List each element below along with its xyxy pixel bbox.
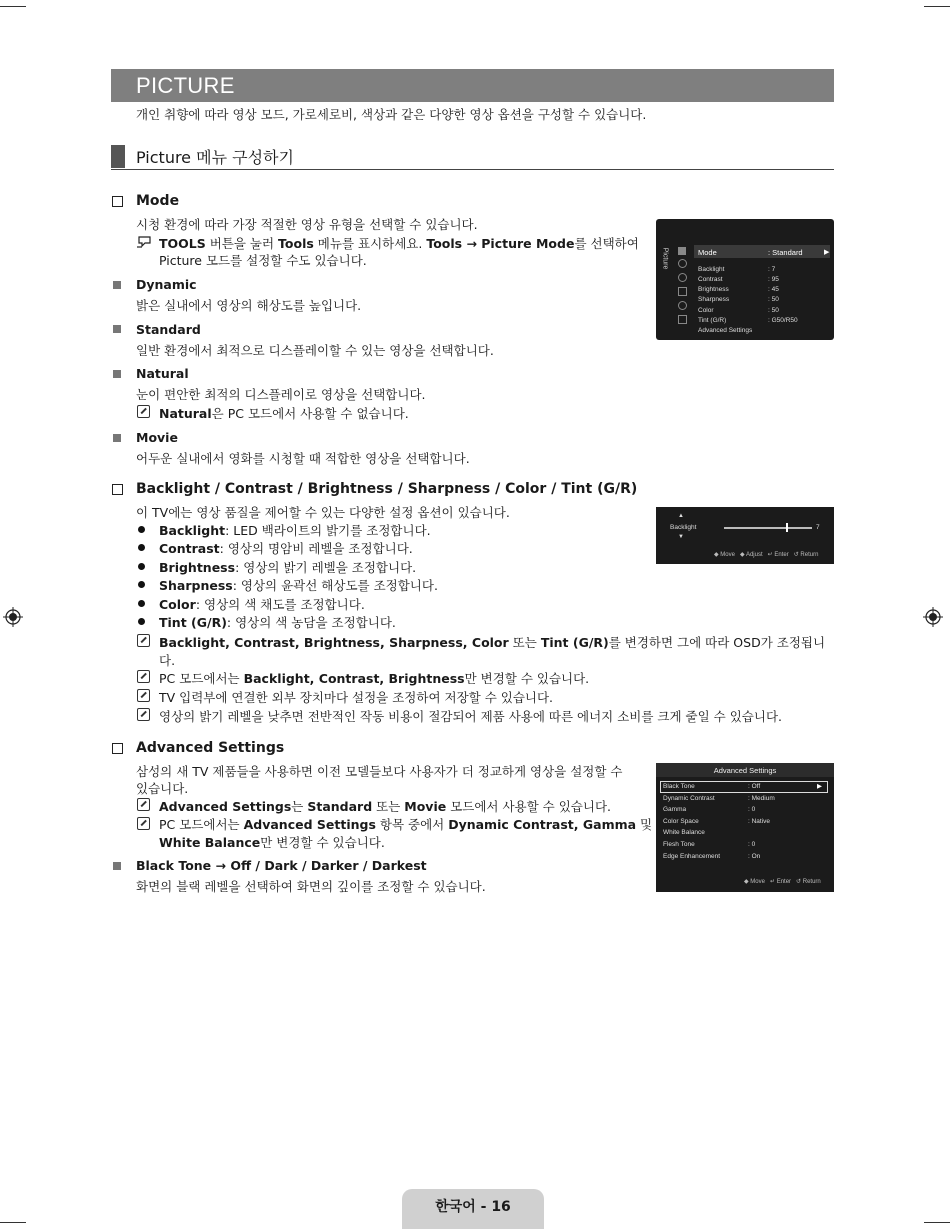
osd-up-arrow-icon: ▲: [678, 513, 684, 519]
checkbox-bullet-icon: [112, 743, 123, 754]
mode-item-desc: 눈이 편안한 최적의 디스플레이로 영상을 선택합니다.: [136, 387, 426, 402]
bullet-item: Color: 영상의 색 채도를 조정합니다.: [159, 597, 365, 612]
bullet-item: Contrast: 영상의 명암비 레벨을 조정합니다.: [159, 541, 413, 556]
backlight-note: 영상의 밝기 레벨을 낮추면 전반적인 작동 비용이 절감되어 제품 사용에 따른 에너지 소비를 크게 줄일 수 있습니다.: [159, 709, 782, 724]
square-bullet-icon: [113, 370, 121, 378]
note-icon: [137, 634, 150, 647]
bullet-dot-icon: [138, 600, 145, 607]
osd-slider-value: 7: [816, 524, 820, 531]
mode-item-name: Standard: [136, 322, 201, 337]
checkbox-bullet-icon: [112, 484, 123, 495]
osd-icon-column: [678, 247, 688, 333]
mode-heading: Mode: [136, 193, 180, 209]
bullet-dot-icon: [138, 526, 145, 533]
mode-item-name: Dynamic: [136, 277, 197, 292]
page-footer-tab: [402, 1189, 544, 1229]
osd-backlight-slider: [656, 507, 834, 564]
bullet-dot-icon: [138, 544, 145, 551]
backlight-desc: 이 TV에는 영상 품질을 제어할 수 있는 다양한 설정 옵션이 있습니다.: [136, 505, 510, 520]
osd-row-label: Color Space: [663, 818, 699, 825]
bullet-item: Sharpness: 영상의 윤곽선 해상도를 조정합니다.: [159, 578, 438, 593]
page-number: 한국어 - 16: [435, 1199, 511, 1215]
osd-help-bar: ◆ Move ◆ Adjust ↵ Enter ↺ Return: [714, 552, 819, 558]
black-tone-heading: Black Tone → Off / Dark / Darker / Darkest: [136, 858, 427, 873]
advanced-desc-cont: 있습니다.: [136, 781, 189, 796]
backlight-heading: Backlight / Contrast / Brightness / Sharpness / Color / Tint (G/R): [136, 481, 638, 497]
osd-picture-menu: [656, 219, 834, 340]
section-heading: [111, 145, 834, 170]
osd-row-label: Sharpness: [698, 296, 730, 303]
enter-icon: ↵: [769, 879, 776, 885]
osd-row-value: : Medium: [748, 795, 775, 802]
osd-row-label: Advanced Settings: [698, 327, 753, 334]
note-icon: [137, 708, 150, 721]
osd-row-value: : 50: [768, 307, 779, 314]
osd-row-value: : 0: [748, 806, 756, 813]
square-bullet-icon: [113, 325, 121, 333]
osd-advanced-menu: [656, 763, 834, 892]
bullet-item: Tint (G/R): 영상의 색 농담을 조정합니다.: [159, 615, 396, 630]
move-icon: ◆: [744, 879, 749, 885]
osd-row-label: Edge Enhancement: [663, 853, 721, 860]
square-bullet-icon: [113, 281, 121, 289]
osd-row-value: : Off: [748, 783, 761, 790]
osd-mode-value: : Standard: [768, 248, 803, 257]
osd-row-label: Tint (G/R): [698, 317, 727, 324]
crop-mark: [0, 1222, 26, 1223]
return-icon: ↺: [796, 879, 802, 885]
note-icon: [137, 405, 150, 418]
bullet-item: Backlight: LED 백라이트의 밝기를 조정합니다.: [159, 523, 431, 538]
osd-help-bar: ◆ Move ↵ Enter ↺ Return: [744, 879, 821, 885]
osd-row-label: Gamma: [663, 806, 687, 813]
square-bullet-icon: [113, 862, 121, 870]
osd-row-label: Flesh Tone: [663, 841, 695, 848]
move-icon: ◆: [714, 552, 719, 558]
mode-item-name: Movie: [136, 430, 178, 445]
osd-row-label: White Balance: [663, 829, 705, 836]
osd-mode-arrow-icon: ▶: [824, 249, 830, 256]
adjust-icon: ◆: [739, 552, 745, 558]
backlight-note-cont: 다.: [159, 653, 176, 668]
square-bullet-icon: [113, 434, 121, 442]
enter-icon: ↵: [767, 552, 773, 558]
backlight-note: PC 모드에서는 Backlight, Contrast, Brightness만 변경할 수 있습니다.: [159, 671, 590, 686]
osd-slider-knob: [786, 523, 788, 532]
bullet-dot-icon: [138, 581, 145, 588]
osd-row-value: : On: [748, 853, 761, 860]
black-tone-desc: 화면의 블랙 레벨을 선택하여 화면의 깊이를 조정할 수 있습니다.: [136, 879, 486, 894]
advanced-note-cont: White Balance만 변경할 수 있습니다.: [159, 835, 385, 850]
tools-note: TOOLS 버튼을 눌러 Tools 메뉴를 표시하세요. Tools → Picture Mode를 선택하여: [159, 236, 639, 251]
page-title: PICTURE: [136, 73, 235, 98]
note-icon: [137, 798, 150, 811]
osd-row-value: : 50: [768, 296, 779, 303]
intro-text: 개인 취향에 따라 영상 모드, 가로세로비, 색상과 같은 다양한 영상 옵션을 구성할 수 있습니다.: [136, 107, 647, 122]
osd-row-label: Dynamic Contrast: [663, 795, 715, 802]
osd-down-arrow-icon: ▼: [678, 534, 684, 540]
osd-row-value: : Native: [748, 818, 771, 825]
checkbox-bullet-icon: [112, 196, 123, 207]
natural-note: Natural은 PC 모드에서 사용할 수 없습니다.: [159, 406, 409, 421]
mode-desc: 시청 환경에 따라 가장 적절한 영상 유형을 선택할 수 있습니다.: [136, 217, 478, 232]
mode-item-desc: 어두운 실내에서 영화를 시청할 때 적합한 영상을 선택합니다.: [136, 451, 470, 466]
crop-mark: [0, 6, 26, 7]
osd-slider-label: Backlight: [670, 524, 697, 531]
registration-mark-icon: [923, 607, 943, 627]
registration-mark-icon: [3, 607, 23, 627]
osd-row-value: : 7: [768, 266, 776, 273]
advanced-heading: Advanced Settings: [136, 740, 285, 756]
mode-item-name: Natural: [136, 366, 189, 381]
note-icon: [137, 670, 150, 683]
section-title: Picture 메뉴 구성하기: [136, 148, 294, 167]
bullet-item: Brightness: 영상의 밝기 레벨을 조정합니다.: [159, 560, 417, 575]
osd-row-label: Contrast: [698, 276, 723, 283]
section-marker: [111, 145, 125, 168]
mode-item-desc: 밝은 실내에서 영상의 해상도를 높입니다.: [136, 298, 362, 313]
crop-mark: [924, 6, 950, 7]
osd-side-label: Picture: [661, 247, 669, 270]
osd-row-label: Black Tone: [663, 783, 695, 790]
osd-mode-label: Mode: [698, 248, 717, 257]
return-icon: ↺: [793, 552, 799, 558]
bullet-dot-icon: [138, 618, 145, 625]
osd-advanced-title: Advanced Settings: [713, 766, 777, 775]
backlight-note: Backlight, Contrast, Brightness, Sharpness, Color 또는 Tint (G/R)를 변경하면 그에 따라 OSD가 조정됩니: [159, 635, 826, 650]
osd-row-label: Brightness: [698, 286, 729, 293]
osd-row-value: : 0: [748, 841, 756, 848]
crop-mark: [924, 1222, 950, 1223]
note-icon: [137, 817, 150, 830]
osd-row-label: Backlight: [698, 266, 725, 273]
osd-row-value: : 45: [768, 286, 779, 293]
osd-row-label: Color: [698, 307, 714, 314]
advanced-desc: 삼성의 새 TV 제품들을 사용하면 이전 모델들보다 사용자가 더 정교하게 영상을 설정할 수: [136, 764, 623, 779]
backlight-note: TV 입력부에 연결한 외부 장치마다 설정을 조정하여 저장할 수 있습니다.: [159, 690, 554, 705]
note-icon: [137, 689, 150, 702]
advanced-note: PC 모드에서는 Advanced Settings 항목 중에서 Dynamic Contrast, Gamma 및: [159, 817, 653, 832]
osd-row-value: : G50/R50: [768, 317, 798, 324]
osd-row-value: : 95: [768, 276, 779, 283]
osd-row-arrow-icon: ▶: [817, 783, 822, 790]
page-header-bar: [111, 69, 834, 102]
tools-remote-icon: [137, 235, 152, 248]
bullet-dot-icon: [138, 563, 145, 570]
mode-item-desc: 일반 환경에서 최적으로 디스플레이할 수 있는 영상을 선택합니다.: [136, 343, 494, 358]
osd-slider-track: [724, 527, 812, 529]
advanced-note: Advanced Settings는 Standard 또는 Movie 모드에서 사용할 수 있습니다.: [159, 799, 611, 814]
tools-note-cont: Picture 모드를 설정할 수도 있습니다.: [159, 253, 367, 268]
